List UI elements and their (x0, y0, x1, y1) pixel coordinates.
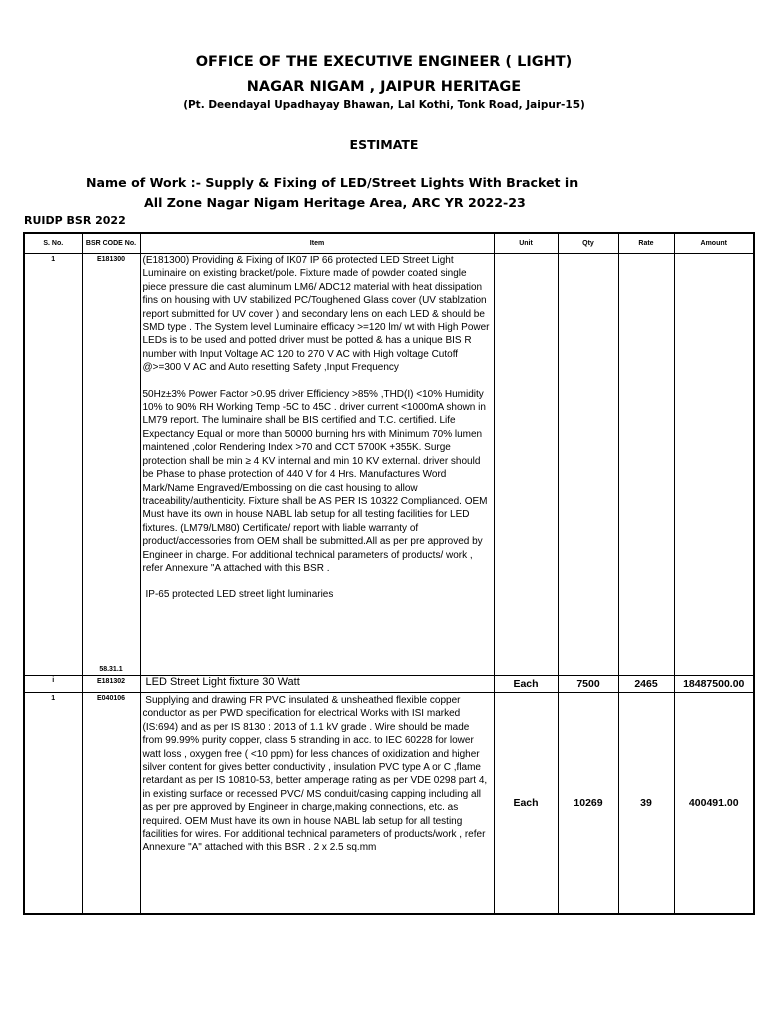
table-header-row (24, 233, 754, 254)
row3-amount: 400491.00 (674, 693, 754, 915)
table-row (24, 254, 754, 676)
row1-qty (558, 254, 618, 676)
row2-rate: 2465 (618, 676, 674, 693)
row1-sub-code: 58.31.1 (99, 666, 123, 673)
row1-unit (494, 254, 558, 676)
row1-sno: 1 (24, 254, 82, 676)
name-of-work-line2: All Zone Nagar Nigam Heritage Area, ARC YR 2022-23 (144, 195, 526, 210)
row3-item: Supplying and drawing FR PVC insulated & unsheathed flexible copper conductor as per PWD specification for electrical Works with ISI marked (IS:694) and as per IS 8130 : 2013 of 1.1 kV grade . Wire should be made from 99.99% purity copper, class 5 stranding in acc. to IEC 60228 for lower watt loss , oxygen free ( <10 ppm) for less chances of oxidization and higher silver content for gives better conductivity , insulation PVC type A or C ,flame retardant as per IS 10810-53, better amperage rating as per VDE 0298 part 4, in existing surface or recessed PVC/ MS conduit/casing capping including all as per pre approved by Engineer in charge,making connections, etc. as required. OEM Must have its own in house NABL lab setup for all testing facilities for wires. For additional technical parameters of products/work , refer Annexure "A" attached with this BSR . 2 x 2.5 sq.mm (140, 693, 494, 915)
row2-item: LED Street Light fixture 30 Watt (140, 676, 494, 693)
header-unit: Unit (494, 233, 558, 254)
organization-name: NAGAR NIGAM , JAIPUR HERITAGE (246, 79, 522, 95)
row2-code: E181302 (82, 676, 140, 693)
row1-rate (618, 254, 674, 676)
office-address: (Pt. Deendayal Upadhayay Bhawan, Lal Kothi, Tonk Road, Jaipur-15) (183, 99, 585, 111)
row2-qty: 7500 (558, 676, 618, 693)
row3-unit: Each (494, 693, 558, 915)
bsr-reference: RUIDP BSR 2022 (24, 214, 126, 227)
row3-qty: 10269 (558, 693, 618, 915)
name-of-work-line1: Name of Work :- Supply & Fixing of LED/Street Lights With Bracket in (86, 175, 579, 190)
row1-sub-item: IP-65 protected LED street light luminaries (145, 589, 334, 601)
table-row (24, 676, 754, 693)
row2-unit: Each (494, 676, 558, 693)
row3-sno: 1 (24, 693, 82, 915)
row1-code: E181300 (96, 256, 126, 263)
row2-sno: i (24, 676, 82, 693)
header-rate: Rate (618, 233, 674, 254)
document-type: ESTIMATE (349, 137, 419, 152)
row1-item-para2: 50Hz±3% Power Factor >0.95 driver Efficiency >85% ,THD(I) <10% Humidity 10% to 90% RH Working Temp -5C to 45C . driver current <1000mA shown in LM79 report. The luminaire shall be BIS certified and T.C. certified. Life Expectancy Equal or more than 50000 burning hrs with Minimum 70% lumen maintened ,color Rendering Index >70 and CCT 5700K +355K. Surge protection shall be min ≥ 4 KV internal and min 10 KV external. driver should be Phase to phase protection of 440 V for 4 Hrs. Manufactures Word Mark/Name Engraved/Embossing on die cast housing to allow traceability/authenticity. Fixture shall be AS PER IS 10322 Complianced. OEM Must have its own in house NABL lab setup for all testing facilities for LED fixtures. (LM79/LM80) Certificate/ report with liable warranty of product/accessories from OEM shall be submitted.All as per pre approved by Engineer in charge. For additional technical parameters of products/ work , refer Annexure "A attached with this BSR . (142, 388, 491, 574)
estimate-table (23, 232, 755, 915)
office-title: OFFICE OF THE EXECUTIVE ENGINEER ( LIGHT) (195, 54, 573, 70)
row2-amount: 18487500.00 (674, 676, 754, 693)
header-item: Item (140, 233, 494, 254)
header-bsr-code: BSR CODE No. (82, 233, 140, 254)
row1-amount (674, 254, 754, 676)
header-qty: Qty (558, 233, 618, 254)
row3-rate: 39 (618, 693, 674, 915)
row1-code-cell (82, 254, 140, 676)
row1-item-cell (140, 254, 494, 676)
row1-item-para1: (E181300) Providing & Fixing of IK07 IP 66 protected LED Street Light Luminaire on existing bracket/pole. Fixture made of powder coated single piece pressure die cast aluminum LM6/ ADC12 material with heat dissipation fins on housing with UV stabilized PC/Toughened Glass cover (UV stablzation report submitted for UV cover ) and secondary lens on each LED & should be SMD type . The System level Luminaire efficacy >=120 lm/ wt with High Power LEDs is to be used and potted driver must be potted & has a unique BIS R number with Input Voltage AC 120 to 270 V AC with High voltage Cutoff @>=300 V AC and Auto resetting Safety ,Input Frequency (142, 255, 493, 374)
row3-code: E040106 (82, 693, 140, 915)
header-amount: Amount (674, 233, 754, 254)
table-row (24, 693, 754, 915)
header-sno: S. No. (24, 233, 82, 254)
